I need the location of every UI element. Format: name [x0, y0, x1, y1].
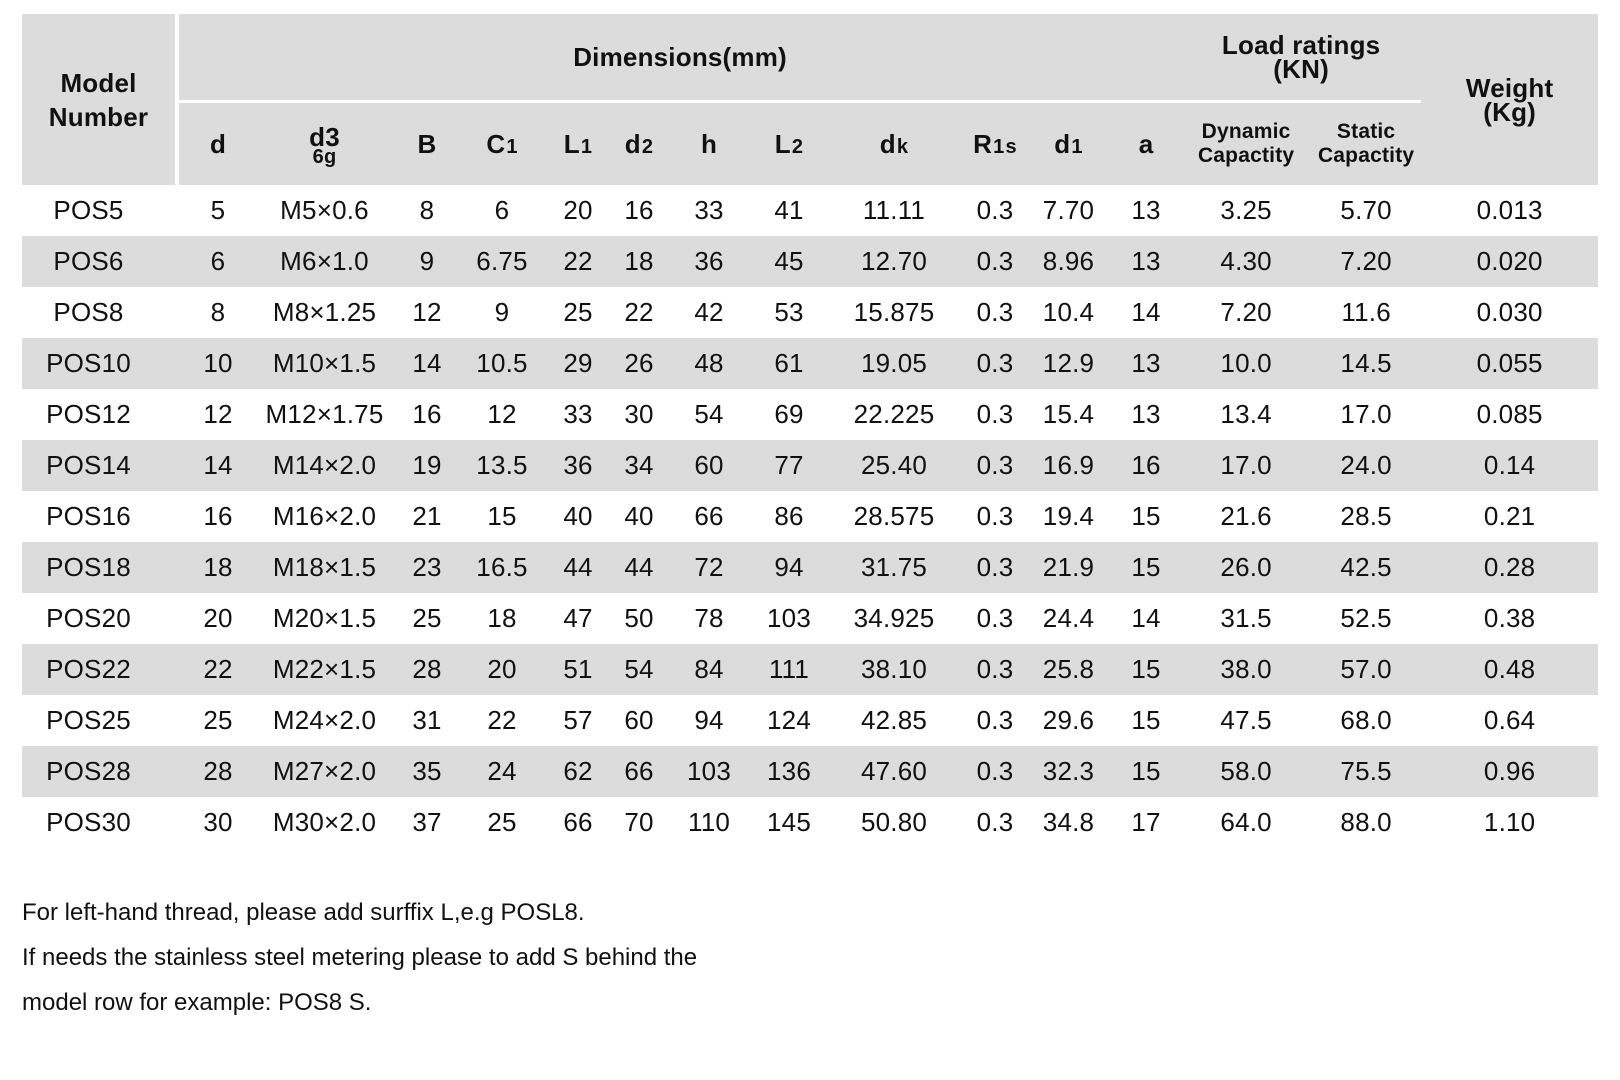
col-header-a-label: a: [1138, 128, 1154, 159]
cell-r1s: 0.3: [964, 746, 1026, 797]
cell-d2: 26: [614, 338, 664, 389]
cell-h: 103: [664, 746, 754, 797]
cell-model: POS20: [22, 593, 177, 644]
cell-r1s: 0.3: [976, 705, 1014, 735]
cell-r1s: 0.3: [976, 501, 1014, 531]
cell-d: 25: [203, 705, 233, 735]
cell-model: POS14: [22, 440, 177, 491]
cell-d: 28: [177, 746, 257, 797]
cell-model: POS18: [22, 542, 177, 593]
cell-c1: 15: [487, 501, 517, 531]
cell-d1: 32.3: [1026, 746, 1111, 797]
cell-h: 60: [664, 440, 754, 491]
cell-static: 11.6: [1341, 297, 1391, 327]
cell-weight: 0.14: [1421, 440, 1598, 491]
cell-r1s: 0.3: [964, 644, 1026, 695]
cell-weight: 0.020: [1421, 236, 1598, 287]
cell-l1: 62: [542, 746, 614, 797]
spec-table: [22, 14, 1598, 848]
cell-dynamic: 7.20: [1220, 297, 1272, 327]
note-line-3: model row for example: POS8 S.: [22, 989, 372, 1016]
cell-dynamic: 31.5: [1220, 603, 1272, 633]
cell-b: 28: [392, 644, 462, 695]
cell-c1: 13.5: [462, 440, 542, 491]
cell-d1: 7.70: [1042, 195, 1095, 225]
col-header-c1-main: C: [486, 128, 506, 159]
cell-l1: 25: [563, 297, 593, 327]
cell-c1: 9: [494, 297, 510, 327]
cell-weight: 0.96: [1421, 746, 1598, 797]
col-header-dk-main: d: [879, 128, 896, 159]
col-header-d2-sub: 2: [641, 135, 654, 158]
load-ratings-header: [1181, 14, 1421, 102]
cell-d: 14: [177, 440, 257, 491]
col-header-dynamic-line1: Dynamic: [1201, 120, 1291, 143]
cell-static: 14.5: [1311, 338, 1421, 389]
cell-dynamic: 3.25: [1220, 195, 1272, 225]
cell-a: 13: [1111, 338, 1181, 389]
cell-weight: 0.48: [1421, 644, 1598, 695]
cell-d1: 24.4: [1042, 603, 1095, 633]
model-number-header: [22, 14, 177, 185]
cell-l2: 136: [754, 746, 824, 797]
col-header-a: [1111, 102, 1181, 186]
cell-d2: 60: [624, 705, 654, 735]
cell-a: 15: [1111, 746, 1181, 797]
col-header-l1-sub: 1: [580, 135, 593, 158]
cell-r1s: 0.3: [976, 807, 1014, 837]
cell-weight: 0.21: [1483, 501, 1536, 531]
cell-dynamic: 21.6: [1220, 501, 1272, 531]
cell-d3: M30×2.0: [272, 807, 377, 837]
cell-d2: 22: [624, 297, 654, 327]
cell-static: 42.5: [1311, 542, 1421, 593]
cell-model: POS10: [22, 338, 177, 389]
cell-c1: 6: [494, 195, 510, 225]
cell-dk: 12.70: [824, 236, 964, 287]
cell-model: POS12: [22, 389, 177, 440]
cell-a: 13: [1131, 399, 1161, 429]
cell-dynamic: 47.5: [1220, 705, 1272, 735]
col-header-r1s-sub: 1: [993, 135, 1005, 158]
cell-dk: 34.925: [853, 603, 935, 633]
cell-d3: M24×2.0: [272, 705, 377, 735]
cell-l2: 53: [774, 297, 804, 327]
cell-d: 20: [203, 603, 233, 633]
table-row: [22, 644, 1598, 695]
cell-d: 30: [203, 807, 233, 837]
cell-d: 16: [203, 501, 233, 531]
col-header-b: [392, 102, 462, 186]
cell-weight: 0.38: [1483, 603, 1536, 633]
table-row: [22, 797, 1598, 848]
cell-d3: M5×0.6: [280, 195, 369, 225]
cell-d2: 54: [614, 644, 664, 695]
cell-dk: 50.80: [860, 807, 928, 837]
col-header-b-label: B: [417, 128, 437, 159]
col-header-static-line1: Static: [1336, 120, 1396, 143]
col-header-d: [177, 102, 257, 186]
table-row: [22, 338, 1598, 389]
cell-l1: 57: [563, 705, 593, 735]
cell-d2: 66: [614, 746, 664, 797]
cell-l1: 33: [563, 399, 593, 429]
cell-d2: 40: [624, 501, 654, 531]
cell-weight: 0.030: [1476, 297, 1543, 327]
cell-d2: 44: [614, 542, 664, 593]
cell-h: 54: [694, 399, 724, 429]
cell-d1: 10.4: [1042, 297, 1095, 327]
cell-r1s: 0.3: [964, 440, 1026, 491]
cell-d3: M22×1.5: [257, 644, 392, 695]
cell-b: 8: [419, 195, 435, 225]
model-number-header-line1: Model: [60, 67, 137, 98]
cell-l2: 103: [767, 603, 811, 633]
cell-d3: M10×1.5: [257, 338, 392, 389]
col-header-r1s-tail: s: [1005, 135, 1017, 158]
table-row: [22, 185, 1598, 236]
cell-dk: 11.11: [862, 195, 926, 225]
cell-b: 9: [392, 236, 462, 287]
cell-weight: 0.013: [1476, 195, 1543, 225]
cell-model: POS6: [22, 236, 177, 287]
cell-l2: 111: [754, 644, 824, 695]
cell-l2: 94: [754, 542, 824, 593]
cell-d1: 19.4: [1042, 501, 1095, 531]
cell-static: 28.5: [1340, 501, 1392, 531]
cell-d2: 16: [624, 195, 654, 225]
cell-a: 17: [1131, 807, 1161, 837]
col-header-d1-main: d: [1054, 128, 1071, 159]
cell-a: 14: [1131, 297, 1161, 327]
col-header-d3-sub: 6g: [312, 146, 337, 168]
col-header-l2-main: L: [774, 128, 791, 159]
cell-dynamic: 58.0: [1181, 746, 1311, 797]
cell-dk: 22.225: [853, 399, 935, 429]
cell-d: 10: [177, 338, 257, 389]
cell-weight: 0.28: [1421, 542, 1598, 593]
cell-b: 19: [392, 440, 462, 491]
col-header-d2-main: d: [624, 128, 641, 159]
cell-h: 94: [694, 705, 724, 735]
col-header-r1s: [964, 102, 1026, 186]
col-header-d1-sub: 1: [1071, 135, 1083, 158]
cell-l1: 22: [542, 236, 614, 287]
cell-d3: M12×1.75: [265, 399, 384, 429]
weight-header-line1: Weight: [1465, 72, 1554, 103]
cell-h: 110: [687, 807, 731, 837]
cell-h: 66: [694, 501, 724, 531]
cell-b: 21: [412, 501, 442, 531]
cell-c1: 22: [487, 705, 517, 735]
cell-dynamic: 13.4: [1220, 399, 1272, 429]
cell-static: 88.0: [1340, 807, 1392, 837]
table-body: [22, 185, 1598, 848]
cell-a: 15: [1111, 542, 1181, 593]
cell-b: 37: [412, 807, 442, 837]
dimensions-header-label: Dimensions(mm): [573, 41, 787, 72]
cell-a: 15: [1111, 644, 1181, 695]
cell-weight: 0.085: [1476, 399, 1543, 429]
cell-l1: 36: [542, 440, 614, 491]
cell-l1: 20: [563, 195, 593, 225]
cell-l2: 86: [774, 501, 804, 531]
cell-b: 23: [392, 542, 462, 593]
cell-d1: 12.9: [1026, 338, 1111, 389]
cell-model: POS8: [22, 287, 177, 338]
note-line-2: If needs the stainless steel metering please to add S behind the: [22, 944, 698, 971]
cell-model: POS28: [22, 746, 177, 797]
cell-r1s: 0.3: [976, 297, 1014, 327]
col-header-c1: [462, 102, 542, 186]
cell-model: POS30: [22, 797, 177, 848]
cell-weight: 0.64: [1483, 705, 1536, 735]
cell-static: 75.5: [1311, 746, 1421, 797]
cell-d1: 16.9: [1026, 440, 1111, 491]
model-number-header-line2: Number: [48, 101, 149, 132]
cell-b: 31: [412, 705, 442, 735]
cell-dk: 28.575: [853, 501, 935, 531]
load-ratings-header-line1: Load ratings: [1221, 30, 1381, 60]
note-line-1: For left-hand thread, please add surffix L,e.g POSL8.: [22, 899, 585, 926]
cell-r1s: 0.3: [964, 542, 1026, 593]
cell-dk: 38.10: [824, 644, 964, 695]
cell-r1s: 0.3: [964, 236, 1026, 287]
cell-weight: 1.10: [1483, 807, 1536, 837]
cell-static: 5.70: [1340, 195, 1392, 225]
cell-b: 25: [412, 603, 442, 633]
col-header-h: [664, 102, 754, 186]
cell-r1s: 0.3: [976, 399, 1014, 429]
load-ratings-header-line2: (KN): [1273, 54, 1329, 84]
cell-l1: 40: [563, 501, 593, 531]
cell-model: POS25: [22, 695, 177, 746]
cell-static: 7.20: [1311, 236, 1421, 287]
cell-dk: 47.60: [824, 746, 964, 797]
cell-dk: 19.05: [824, 338, 964, 389]
cell-dynamic: 4.30: [1181, 236, 1311, 287]
col-header-l1-main: L: [563, 128, 580, 159]
cell-b: 16: [412, 399, 442, 429]
col-header-l1: [542, 102, 614, 186]
cell-l1: 66: [563, 807, 593, 837]
cell-d3: M14×2.0: [257, 440, 392, 491]
col-header-d2: [614, 102, 664, 186]
cell-d3: M16×2.0: [272, 501, 377, 531]
cell-h: 36: [664, 236, 754, 287]
cell-d: 18: [177, 542, 257, 593]
col-header-static: [1311, 102, 1421, 186]
weight-header: [1421, 14, 1598, 185]
cell-l1: 51: [542, 644, 614, 695]
cell-static: 52.5: [1340, 603, 1392, 633]
cell-r1s: 0.3: [976, 603, 1014, 633]
cell-a: 16: [1111, 440, 1181, 491]
cell-l2: 61: [754, 338, 824, 389]
col-header-static-line2: Capactity: [1317, 144, 1415, 167]
col-header-h-label: h: [700, 128, 718, 159]
weight-header-line2: (Kg): [1483, 96, 1537, 127]
col-header-dk-sub: k: [896, 135, 909, 158]
col-header-d3-main: d3: [309, 122, 340, 152]
cell-l2: 69: [774, 399, 804, 429]
cell-b: 35: [392, 746, 462, 797]
cell-d2: 34: [614, 440, 664, 491]
cell-d2: 30: [624, 399, 654, 429]
cell-dk: 42.85: [860, 705, 928, 735]
col-header-d-label: d: [209, 128, 227, 159]
table-row: [22, 542, 1598, 593]
cell-l1: 44: [542, 542, 614, 593]
cell-model: POS22: [22, 644, 177, 695]
table-header: [22, 14, 1598, 185]
col-header-l2: [754, 102, 824, 186]
col-header-dk: [824, 102, 964, 186]
col-header-c1-sub: 1: [506, 135, 518, 158]
cell-d3: M18×1.5: [257, 542, 392, 593]
cell-r1s: 0.3: [976, 195, 1014, 225]
cell-c1: 18: [487, 603, 517, 633]
cell-d3: M27×2.0: [257, 746, 392, 797]
col-header-dynamic: [1181, 102, 1311, 186]
dimensions-header: [177, 14, 1181, 102]
cell-dk: 31.75: [824, 542, 964, 593]
cell-c1: 10.5: [462, 338, 542, 389]
cell-dynamic: 10.0: [1181, 338, 1311, 389]
cell-static: 68.0: [1340, 705, 1392, 735]
cell-d: 22: [177, 644, 257, 695]
table-row: [22, 389, 1598, 440]
cell-h: 84: [664, 644, 754, 695]
cell-l2: 124: [767, 705, 811, 735]
table-row: [22, 287, 1598, 338]
cell-c1: 24: [462, 746, 542, 797]
cell-d2: 18: [614, 236, 664, 287]
cell-c1: 25: [487, 807, 517, 837]
cell-l2: 145: [767, 807, 811, 837]
cell-dynamic: 26.0: [1181, 542, 1311, 593]
cell-b: 12: [412, 297, 442, 327]
cell-dynamic: 64.0: [1220, 807, 1272, 837]
table-row: [22, 593, 1598, 644]
table-row: [22, 746, 1598, 797]
table-row: [22, 236, 1598, 287]
cell-d1: 25.8: [1026, 644, 1111, 695]
col-header-r1s-main: R: [973, 128, 993, 159]
cell-h: 48: [664, 338, 754, 389]
cell-d1: 34.8: [1042, 807, 1095, 837]
cell-r1s: 0.3: [964, 338, 1026, 389]
col-header-dynamic-line2: Capactity: [1197, 144, 1295, 167]
cell-l2: 45: [754, 236, 824, 287]
cell-a: 14: [1131, 603, 1161, 633]
cell-l2: 77: [754, 440, 824, 491]
cell-dynamic: 17.0: [1181, 440, 1311, 491]
cell-model: POS16: [22, 491, 177, 542]
cell-a: 13: [1131, 195, 1161, 225]
table-row: [22, 695, 1598, 746]
cell-dk: 15.875: [853, 297, 935, 327]
cell-l2: 41: [774, 195, 804, 225]
table-row: [22, 491, 1598, 542]
cell-d: 6: [177, 236, 257, 287]
cell-l1: 29: [542, 338, 614, 389]
cell-b: 14: [392, 338, 462, 389]
cell-d3: M20×1.5: [272, 603, 377, 633]
cell-l1: 47: [563, 603, 593, 633]
cell-h: 78: [694, 603, 724, 633]
cell-d3: M8×1.25: [272, 297, 377, 327]
cell-static: 57.0: [1311, 644, 1421, 695]
cell-dk: 25.40: [824, 440, 964, 491]
col-header-d3-wrap: [309, 122, 340, 168]
col-header-d3: [257, 102, 392, 186]
cell-d2: 70: [624, 807, 654, 837]
cell-static: 24.0: [1311, 440, 1421, 491]
cell-d1: 8.96: [1026, 236, 1111, 287]
table-row: [22, 440, 1598, 491]
cell-c1: 16.5: [462, 542, 542, 593]
cell-h: 72: [664, 542, 754, 593]
cell-d1: 29.6: [1042, 705, 1095, 735]
cell-d: 8: [210, 297, 226, 327]
cell-d1: 21.9: [1026, 542, 1111, 593]
cell-d: 5: [210, 195, 226, 225]
col-header-d1: [1026, 102, 1111, 186]
cell-static: 17.0: [1340, 399, 1392, 429]
cell-model: POS5: [22, 185, 177, 236]
cell-weight: 0.055: [1421, 338, 1598, 389]
notes: [22, 890, 922, 1025]
col-header-l2-sub: 2: [791, 135, 804, 158]
cell-h: 33: [694, 195, 724, 225]
cell-a: 15: [1131, 501, 1161, 531]
cell-a: 15: [1131, 705, 1161, 735]
cell-a: 13: [1111, 236, 1181, 287]
cell-c1: 20: [462, 644, 542, 695]
cell-dynamic: 38.0: [1181, 644, 1311, 695]
cell-d: 12: [203, 399, 233, 429]
cell-c1: 6.75: [462, 236, 542, 287]
cell-d1: 15.4: [1042, 399, 1095, 429]
cell-c1: 12: [487, 399, 517, 429]
cell-h: 42: [694, 297, 724, 327]
cell-d2: 50: [624, 603, 654, 633]
cell-d3: M6×1.0: [257, 236, 392, 287]
